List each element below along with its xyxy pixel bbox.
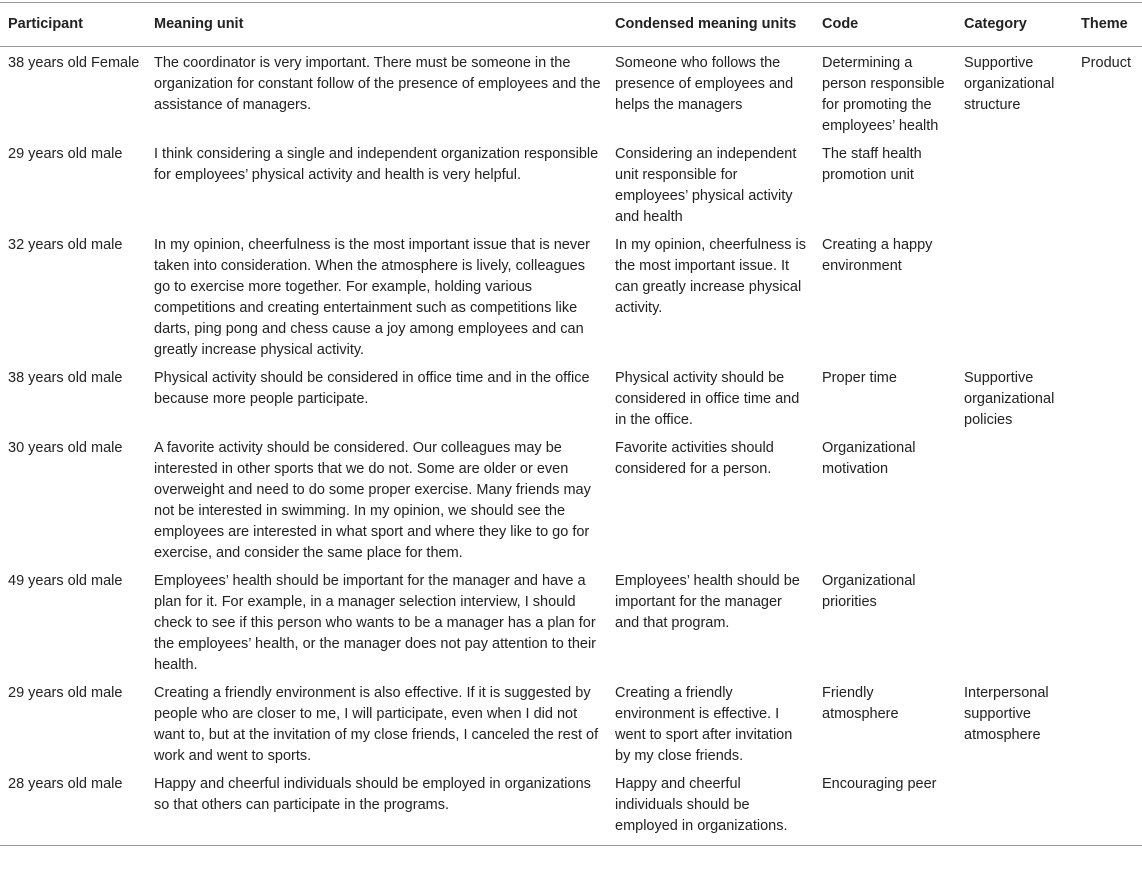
cell-participant: 49 years old male: [8, 573, 123, 589]
cell-code: Organizational priorities: [822, 573, 916, 610]
header-condensed-meaning-units: Condensed meaning units: [615, 16, 797, 32]
table-row: [0, 569, 1142, 681]
cell-category: [956, 436, 1073, 569]
cell-code: Encouraging peer: [822, 776, 937, 792]
cell-theme: [1073, 233, 1142, 366]
cell-condensed: Employees’ health should be important for the manager and that program.: [615, 573, 800, 631]
cell-condensed: Favorite activities should considered for a person.: [615, 440, 774, 477]
cell-condensed: Happy and cheerful individuals should be employed in organizations.: [615, 776, 788, 834]
table-row: [0, 366, 1142, 436]
table-row: [0, 436, 1142, 569]
table-row: [0, 47, 1142, 143]
table-header-row: [0, 3, 1142, 47]
cell-theme: [1073, 681, 1142, 772]
cell-participant: 32 years old male: [8, 237, 123, 253]
cell-theme: [1073, 569, 1142, 681]
cell-category: [956, 233, 1073, 366]
cell-theme: [1073, 772, 1142, 846]
cell-participant: 38 years old Female: [8, 55, 140, 71]
header-code: Code: [822, 16, 859, 32]
cell-participant: 30 years old male: [8, 440, 123, 456]
cell-category: Supportive organizational structure: [964, 55, 1055, 113]
cell-condensed: Physical activity should be considered in office time and in the office.: [615, 370, 800, 428]
cell-participant: 29 years old male: [8, 685, 123, 701]
cell-theme: [1073, 436, 1142, 569]
header-category: Category: [964, 16, 1027, 32]
cell-meaning-unit: Happy and cheerful individuals should be employed in organizations so that others can participate in the programs.: [154, 776, 591, 813]
cell-condensed: In my opinion, cheerfulness is the most important issue. It can greatly increase physical activity.: [615, 237, 807, 316]
cell-theme: [1073, 142, 1142, 233]
cell-category: [956, 569, 1073, 681]
cell-participant: 28 years old male: [8, 776, 123, 792]
cell-category: [956, 772, 1073, 846]
cell-meaning-unit: The coordinator is very important. There must be someone in the organization for constant follow of the presence of employees and the assistance of managers.: [154, 55, 601, 113]
table-row: [0, 142, 1142, 233]
cell-condensed: Considering an independent unit responsible for employees’ physical activity and health: [615, 146, 797, 225]
cell-code: Proper time: [822, 370, 897, 386]
cell-code: Organizational motivation: [822, 440, 916, 477]
cell-code: Friendly atmosphere: [822, 685, 899, 722]
table-row: [0, 233, 1142, 366]
cell-meaning-unit: Creating a friendly environment is also effective. If it is suggested by people who are closer to me, I will participate, even when I did not want to, but at the invitation of my close friends, I canceled the rest of work and went to sports.: [154, 685, 599, 764]
cell-code: The staff health promotion unit: [822, 146, 922, 183]
header-theme: Theme: [1081, 16, 1128, 32]
qualitative-analysis-table: [0, 2, 1142, 846]
cell-meaning-unit: Physical activity should be considered in office time and in the office because more people participate.: [154, 370, 590, 407]
table-row: [0, 681, 1142, 772]
header-meaning-unit: Meaning unit: [154, 16, 244, 32]
cell-category: [956, 142, 1073, 233]
cell-participant: 38 years old male: [8, 370, 123, 386]
cell-participant: 29 years old male: [8, 146, 123, 162]
cell-category: Supportive organizational policies: [964, 370, 1055, 428]
cell-theme: [1073, 366, 1142, 436]
cell-category: Interpersonal supportive atmosphere: [964, 685, 1049, 743]
cell-meaning-unit: Employees’ health should be important for the manager and have a plan for it. For example, in a manager selection interview, I should check to see if this person who wants to be a manager has a plan for the employees’ health, or the manager does not pay attention to their health.: [154, 573, 596, 673]
cell-meaning-unit: I think considering a single and independent organization responsible for employees’ physical activity and health is very helpful.: [154, 146, 599, 183]
cell-code: Determining a person responsible for promoting the employees’ health: [822, 55, 945, 134]
cell-condensed: Creating a friendly environment is effective. I went to sport after invitation by my close friends.: [615, 685, 793, 764]
cell-theme: Product: [1081, 55, 1131, 71]
cell-code: Creating a happy environment: [822, 237, 933, 274]
cell-meaning-unit: In my opinion, cheerfulness is the most important issue that is never taken into consideration. When the atmosphere is lively, colleagues go to exercise more together. For example, holding various competitions and creating entertainment such as competitions like darts, ping pong and chess cause a joy among employees and can greatly increase physical activity.: [154, 237, 591, 358]
table-row: [0, 772, 1142, 846]
header-participant: Participant: [8, 16, 83, 32]
cell-condensed: Someone who follows the presence of employees and helps the managers: [615, 55, 794, 113]
cell-meaning-unit: A favorite activity should be considered. Our colleagues may be interested in other sports that we do not. Some are older or even overweight and need to do some proper exercise. Many friends may not be interested in swimming. In my opinion, we should see the employees are interested in what sport and where they like to go for exercise, and consider the same place for them.: [154, 440, 591, 561]
